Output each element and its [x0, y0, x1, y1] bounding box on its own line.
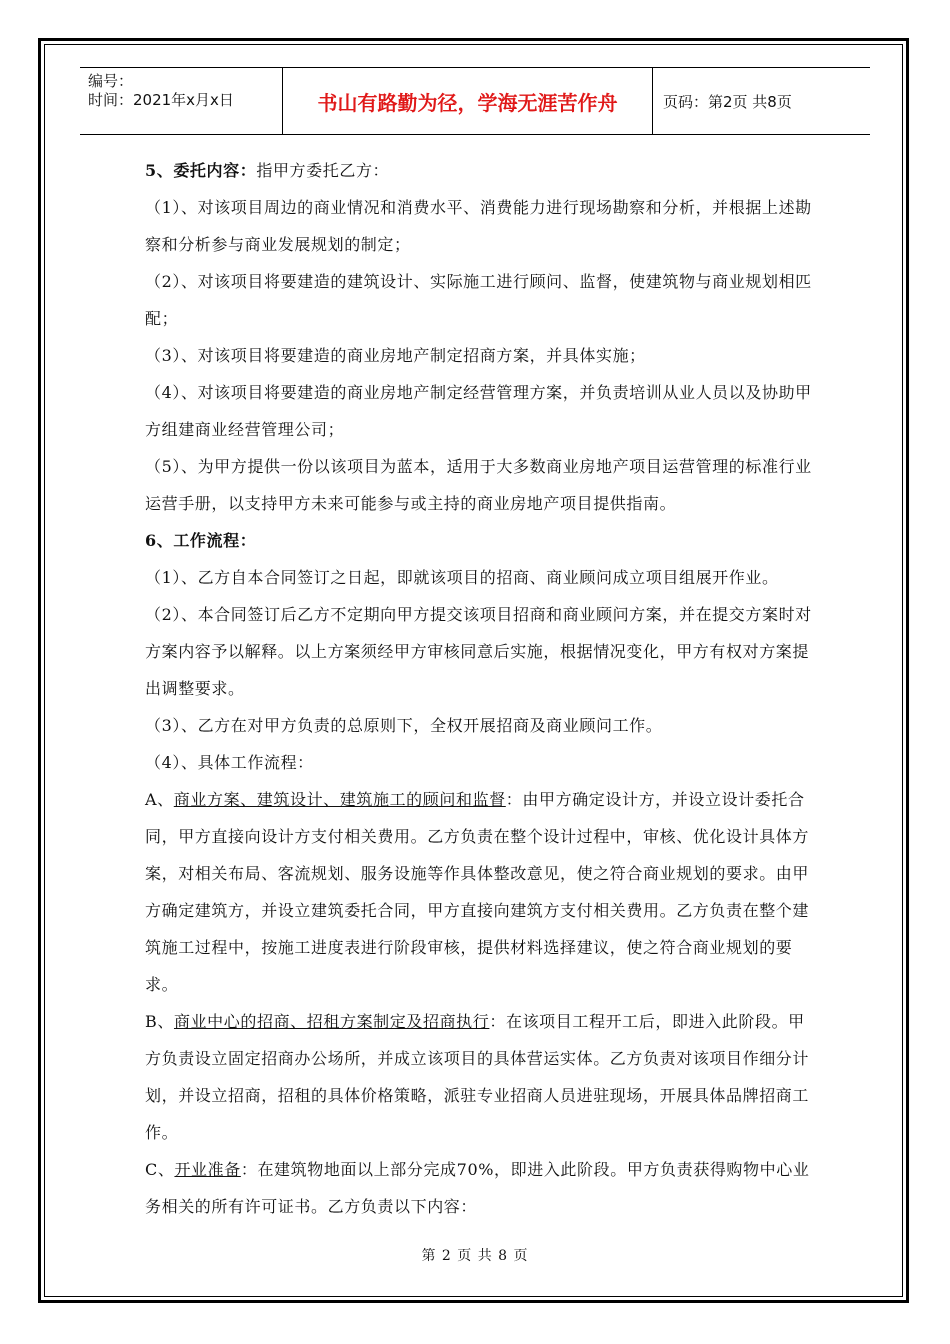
section-5-item-3: （3）、对该项目将要建造的商业房地产制定招商方案，并具体实施； — [145, 346, 646, 365]
section-6-item-2: （2）、本合同签订后乙方不定期向甲方提交该项目招商和商业顾问方案，并在提交方案时对方案内容予以解释。以上方案须经甲方审核同意后实施，根据情况变化，甲方有权对方案提出调整要求。 — [145, 605, 812, 698]
section-5-item-5: （5）、为甲方提供一份以该项目为蓝本，适用于大多数商业房地产项目运营管理的标准行业运营手册，以支持甲方未来可能参与或主持的商业房地产项目提供指南。 — [145, 457, 812, 513]
section-6-item-3: （3）、乙方在对甲方负责的总原则下，全权开展招商及商业顾问工作。 — [145, 716, 663, 735]
section-5-item-2: （2）、对该项目将要建造的建筑设计、实际施工进行顾问、监督，使建筑物与商业规划相匹配； — [145, 272, 812, 328]
section-6-title: 6、工作流程： — [145, 531, 257, 550]
page-header — [80, 67, 870, 135]
section-6-item-4: （4）、具体工作流程： — [145, 753, 314, 772]
header-meta — [80, 68, 283, 134]
paragraph-b-title: 商业中心的招商、招租方案制定及招商执行 — [173, 1012, 490, 1031]
paragraph-a — [145, 781, 815, 1003]
paragraph-c-prefix: C、 — [145, 1160, 175, 1179]
paragraph-b — [145, 1003, 815, 1151]
paragraph-c-title: 开业准备 — [174, 1160, 241, 1179]
header-motto: 书山有路勤为径，学海无涯苦作舟 — [283, 68, 653, 134]
paragraph-c-text: ：在建筑物地面以上部分完成70%，即进入此阶段。甲方负责获得购物中心业务相关的所有许可证书。乙方负责以下内容： — [145, 1160, 810, 1216]
document-body — [145, 152, 815, 1225]
header-page-code: 页码：第2页 共8页 — [663, 92, 792, 111]
doc-date: 时间：2021年x月x日 — [88, 91, 234, 109]
doc-number-label: 编号： — [88, 72, 134, 90]
page-footer-number: 第 2 页 共 8 页 — [421, 1248, 529, 1264]
section-5-title: 5、委托内容： — [145, 161, 257, 180]
paragraph-b-prefix: B、 — [145, 1012, 174, 1031]
section-5-heading — [145, 152, 815, 189]
section-6-item-1: （1）、乙方自本合同签订之日起，即就该项目的招商、商业顾问成立项目组展开作业。 — [145, 568, 779, 587]
paragraph-c — [145, 1151, 815, 1225]
paragraph-a-title: 商业方案、建筑设计、建筑施工的顾问和监督 — [173, 790, 506, 809]
section-5-item-1: （1）、对该项目周边的商业情况和消费水平、消费能力进行现场勘察和分析，并根据上述勘察和分析参与商业发展规划的制定； — [145, 198, 812, 254]
paragraph-a-prefix: A、 — [145, 790, 174, 809]
section-5-intro: 指甲方委托乙方： — [256, 161, 390, 180]
paragraph-b-text: ：在该项目工程开工后，即进入此阶段。甲方负责设立固定招商办公场所，并成立该项目的具体营运实体。乙方负责对该项目作细分计划，并设立招商，招租的具体价格策略，派驻专业招商人员进驻现场，开展具体品牌招商工作。 — [145, 1012, 810, 1142]
paragraph-a-text: ：由甲方确定设计方，并设立设计委托合同，甲方直接向设计方支付相关费用。乙方负责在整个设计过程中，审核、优化设计具体方案，对相关布局、客流规划、服务设施等作具体整改意见，使之符合商业规划的要求。由甲方确定建筑方，并设立建筑委托合同，甲方直接向建筑方支付相关费用。乙方负责在整个建筑施工过程中，按施工进度表进行阶段审核，提供材料选择建议，使之符合商业规划的要求。 — [145, 790, 810, 994]
section-5-item-4: （4）、对该项目将要建造的商业房地产制定经营管理方案，并负责培训从业人员以及协助甲方组建商业经营管理公司； — [145, 383, 812, 439]
